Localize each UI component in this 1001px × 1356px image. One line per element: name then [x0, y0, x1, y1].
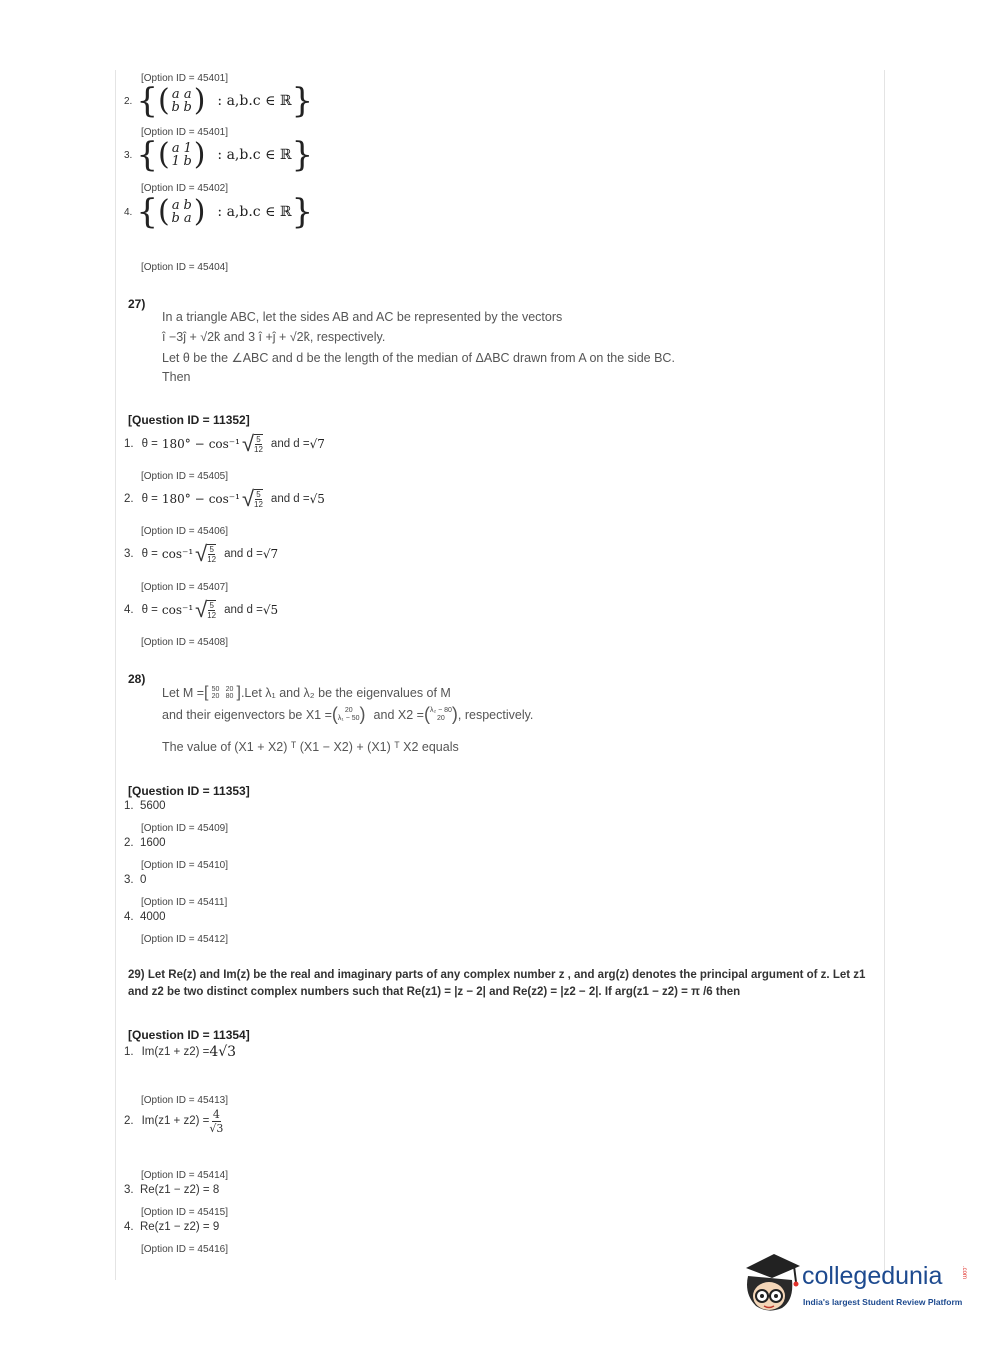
question-text: 29) Let Re(z) and Im(z) be the real and imaginary parts of any complex number z , and arg(z) denotes the principal argument of z. Let z1 and z2 be two distinct complex numbers such that Re(z1) = |z − 2| and Re(z2) = |z2 − 2|. If arg(z1 − z2) = π /6 then	[128, 969, 866, 998]
option-text: θ =	[141, 604, 158, 616]
option-id: [Option ID = 45408]	[141, 637, 229, 648]
question-id: [Question ID = 11353]	[128, 784, 250, 798]
mascot-icon	[742, 1250, 804, 1314]
question-text-line: The value of (X1 + X2) ᵀ (X1 − X2) + (X1) ᵀ X2 equals	[162, 740, 459, 754]
matrix-set: { ( a a b b ) : a,b.c ∈ ℝ }	[136, 81, 314, 121]
angle-text: 180° −	[161, 437, 205, 451]
logo-tagline: India's largest Student Review Platform	[803, 1297, 963, 1307]
fraction: $\frac{4}{√3}$	[209, 1107, 224, 1135]
inverse-cos: cos⁻¹	[208, 492, 240, 506]
vector-x2: ( λ₂ − 80 20 )	[423, 704, 458, 724]
q29-option-4: 4. Re(z1 − z2) = 9	[124, 1221, 220, 1233]
option-id: [Option ID = 45416]	[141, 1244, 229, 1255]
option-text: and d =	[224, 548, 263, 560]
option-id: [Option ID = 45406]	[141, 526, 229, 537]
q29-option-2: 2. Im(z1 + z2) = $\frac{4}{√3}$	[124, 1107, 224, 1135]
sqrt-fraction: √ $\frac{5}{12}$	[195, 541, 217, 566]
q28-option-4: 4. 4000	[124, 911, 166, 923]
option-text: and d =	[224, 604, 263, 616]
q28-option-2: 2. 1600	[124, 837, 166, 849]
collegedunia-logo	[742, 1250, 972, 1320]
question-text-line: Let θ be the ∠ABC and d be the length of the median of ΔABC drawn from A on the side BC.	[162, 351, 675, 365]
option-number: 3.	[124, 149, 133, 161]
option-number: 2.	[124, 493, 134, 505]
inverse-cos: cos⁻¹	[161, 603, 194, 617]
option-id: [Option ID = 45415]	[141, 1207, 229, 1218]
inverse-cos: cos⁻¹	[161, 547, 194, 561]
root-value: √5	[262, 603, 279, 617]
question-text-line: Then	[162, 370, 191, 384]
q29-option-1: 1. Im(z1 + z2) = 4√3	[124, 1044, 237, 1060]
option-number: 4.	[124, 604, 134, 616]
root-value: √7	[309, 437, 325, 451]
option-id: [Option ID = 45402]	[141, 183, 229, 194]
question-number: 27)	[128, 297, 146, 311]
q27-option-4	[124, 596, 278, 624]
option-id: [Option ID = 45401]	[141, 127, 229, 138]
option-number: 2.	[124, 95, 133, 107]
option-id: [Option ID = 45409]	[141, 823, 229, 834]
option-id: [Option ID = 45405]	[141, 471, 229, 482]
right-margin-line	[884, 70, 885, 1280]
option-number: 1.	[124, 438, 134, 450]
option-id: [Option ID = 45401]	[141, 73, 229, 84]
root-value: √5	[309, 492, 325, 506]
question-text-line: and their eigenvectors be X1 = ( 20 λ₁ − 50 ) and X2 = ( λ₂ − 80 20 ) , respectively.	[162, 704, 534, 724]
vector-x1: ( 20 λ₁ − 50 )	[331, 704, 366, 724]
left-margin-line	[115, 70, 116, 1280]
q26-option-3	[124, 135, 314, 175]
option-id: [Option ID = 45412]	[141, 934, 229, 945]
sqrt-fraction: √ $\frac{5}{12}$	[195, 597, 217, 622]
option-id: [Option ID = 45404]	[141, 262, 229, 273]
option-number: 4.	[124, 206, 133, 218]
option-text: θ =	[141, 548, 158, 560]
q27-option-3	[124, 540, 278, 568]
question-text-line: î −3ĵ + √2k̂ and 3 î +ĵ + √2k̂, respectively.	[162, 330, 386, 344]
option-text: and d =	[270, 438, 310, 450]
q27-option-2	[124, 485, 325, 513]
matrix-set: { ( a b b a ) : a,b.c ∈ ℝ }	[136, 192, 314, 232]
root-value: √7	[262, 547, 279, 561]
angle-text: 180° −	[161, 492, 205, 506]
sqrt-fraction: √ $\frac{5}{12}$	[241, 431, 263, 456]
option-id: [Option ID = 45410]	[141, 860, 229, 871]
option-id: [Option ID = 45413]	[141, 1095, 229, 1106]
option-text: θ =	[141, 493, 158, 505]
option-text: θ =	[141, 438, 158, 450]
question-id: [Question ID = 11352]	[128, 413, 250, 427]
option-text: and d =	[270, 493, 310, 505]
question-number: 28)	[128, 672, 146, 686]
question-text-line: Let M = [ 50 20 20 80 ] .Let λ₁ and λ₂ be the eigenvalues of M	[162, 684, 451, 701]
logo-name: collegedunia	[802, 1262, 943, 1290]
matrix-set: { ( a 1 1 b ) : a,b.c ∈ ℝ }	[136, 135, 314, 175]
q26-option-4	[124, 192, 314, 232]
option-id: [Option ID = 45407]	[141, 582, 229, 593]
q28-option-3: 3. 0	[124, 874, 147, 886]
question-id: [Question ID = 11354]	[128, 1028, 250, 1042]
logo-suffix: .com	[961, 1266, 967, 1280]
matrix-m: [ 50 20 20 80 ]	[204, 684, 241, 701]
q28-option-1: 1. 5600	[124, 800, 166, 812]
question-text-line: In a triangle ABC, let the sides AB and AC be represented by the vectors	[162, 310, 563, 324]
q29-option-3: 3. Re(z1 − z2) = 8	[124, 1184, 220, 1196]
option-id: [Option ID = 45414]	[141, 1170, 229, 1181]
option-id: [Option ID = 45411]	[141, 897, 228, 908]
q26-option-2	[124, 81, 314, 121]
sqrt-fraction: √ $\frac{5}{12}$	[241, 486, 263, 511]
inverse-cos: cos⁻¹	[208, 437, 240, 451]
q27-option-1	[124, 430, 325, 458]
option-number: 3.	[124, 548, 134, 560]
